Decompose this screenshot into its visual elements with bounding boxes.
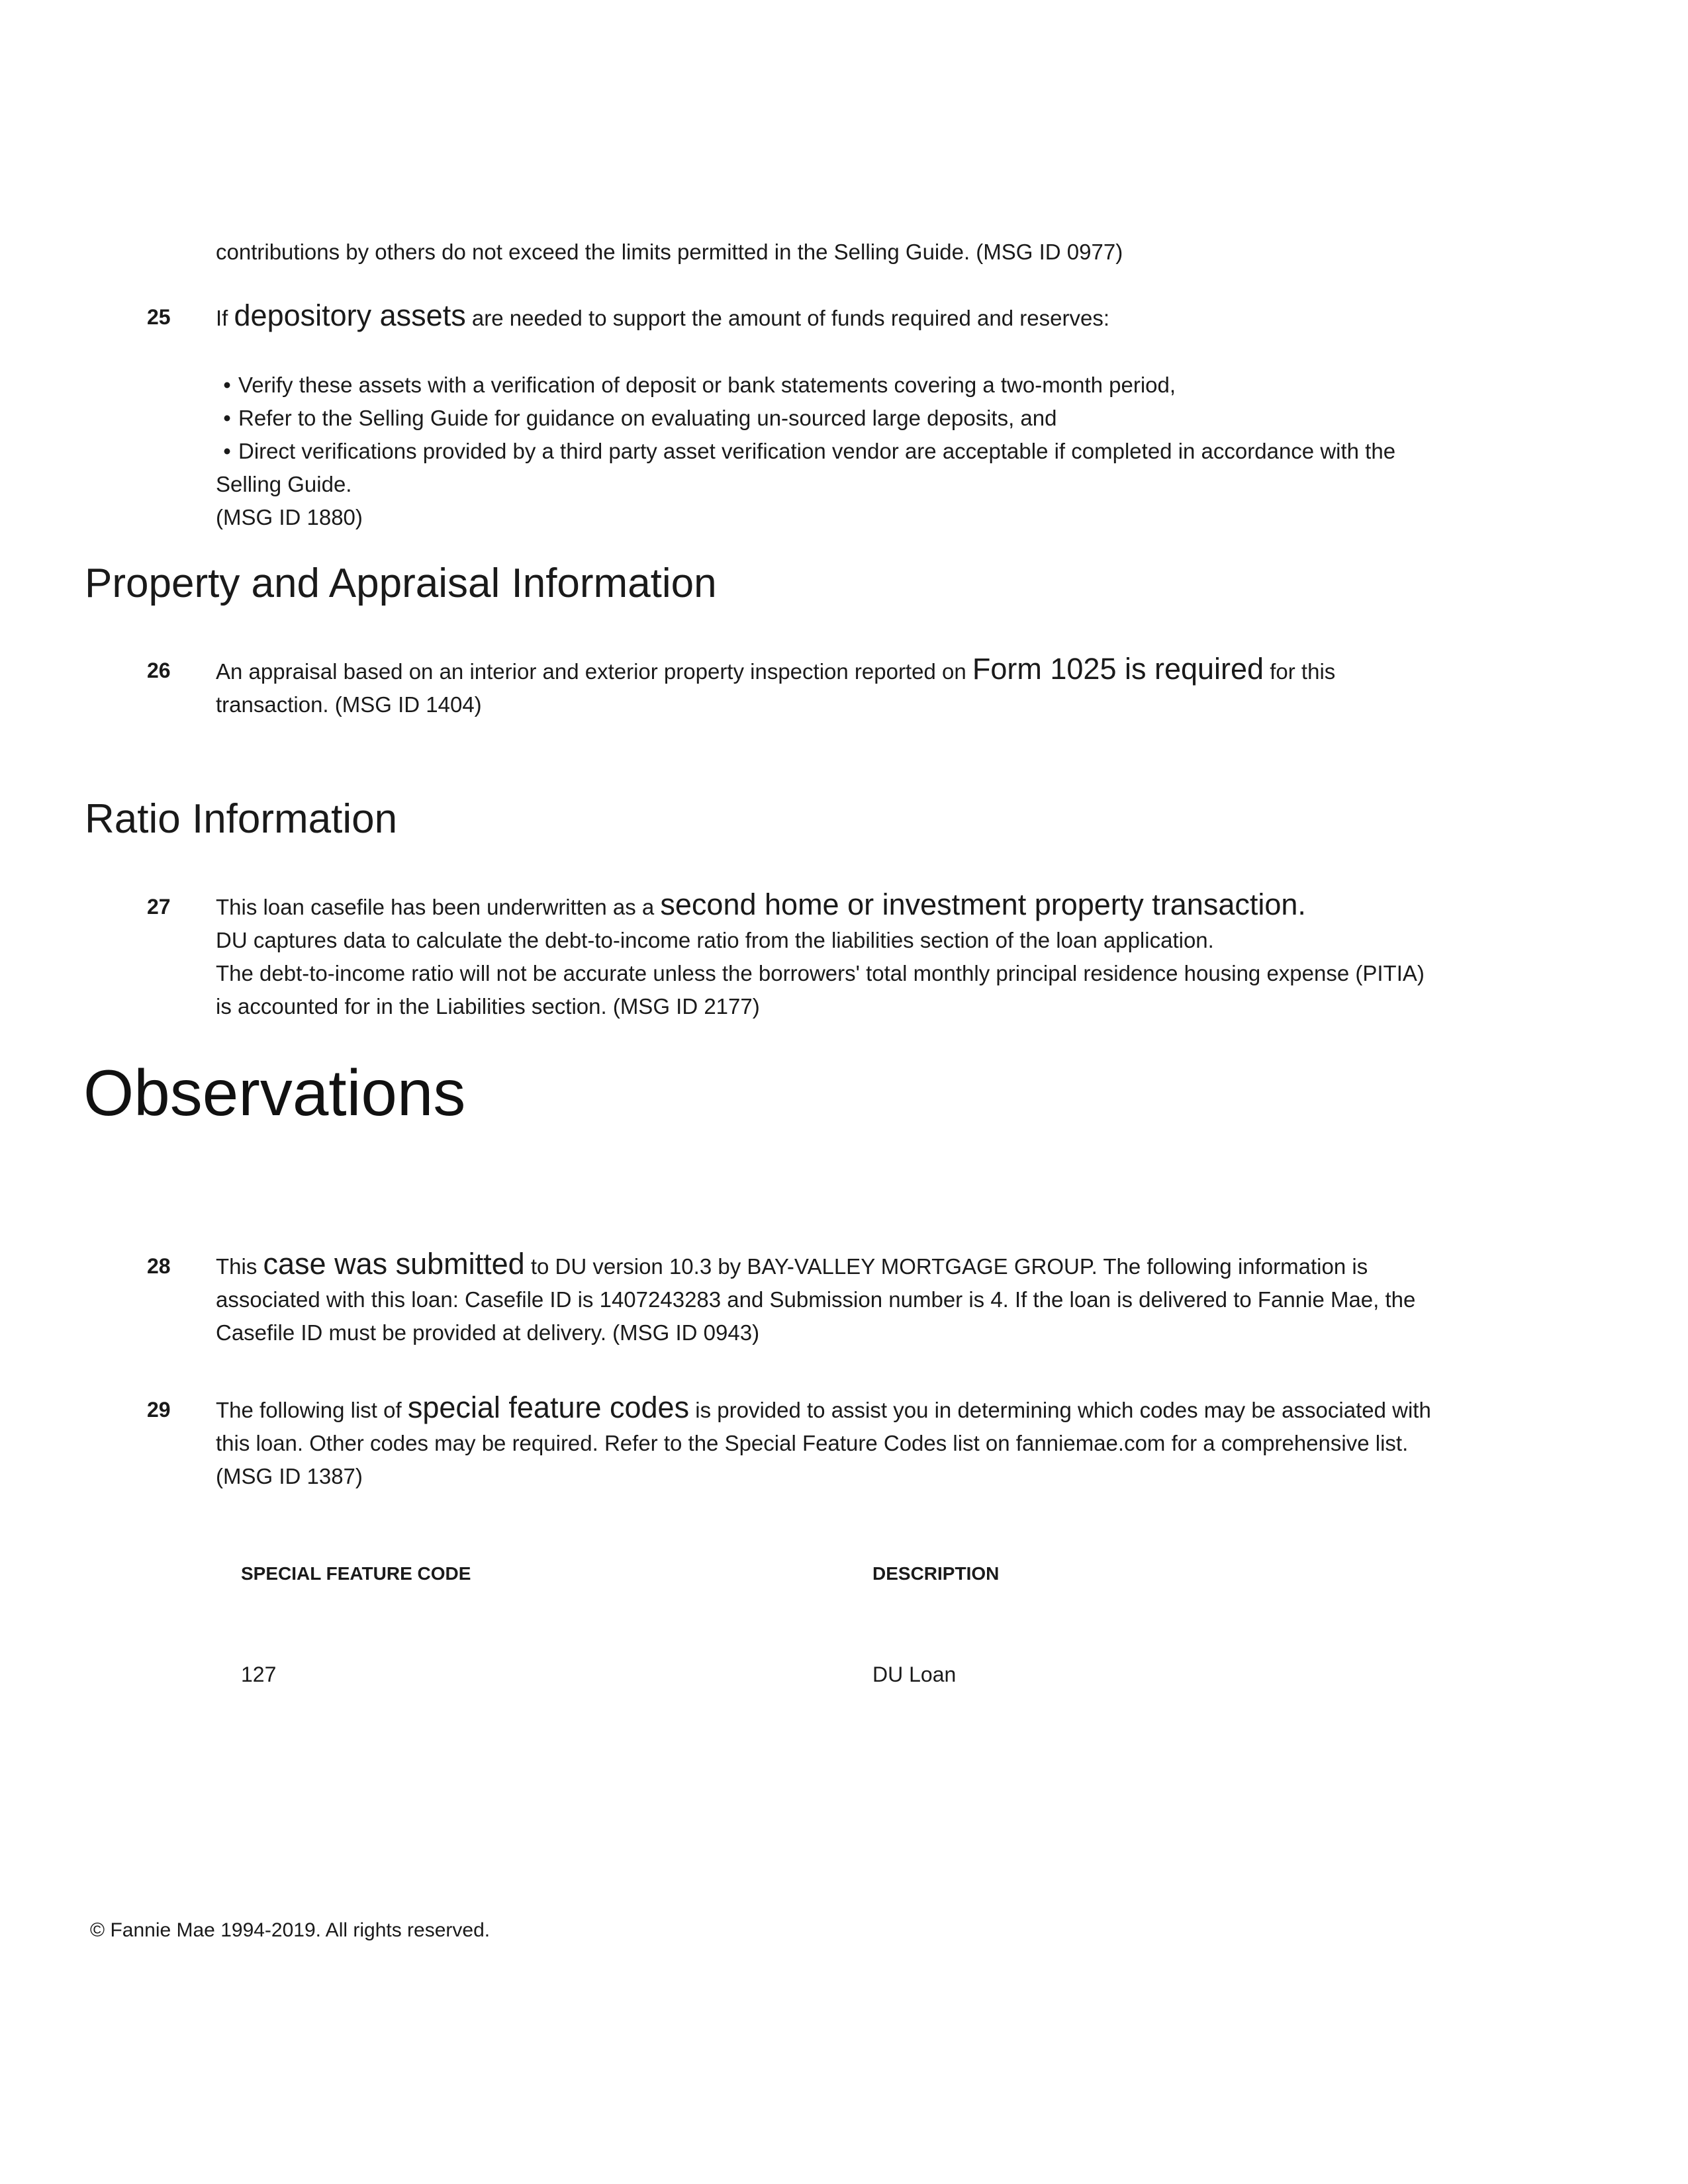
message-intro-emphasis: depository assets: [234, 298, 466, 332]
message-line: [216, 1248, 1507, 1283]
message-intro-before: If: [216, 306, 234, 330]
message-line: [216, 653, 1507, 688]
list-item-text: Verify these assets with a verification of deposit or bank statements covering a two-month period,: [238, 373, 1176, 397]
message-text-emphasis: second home or investment property transaction.: [660, 887, 1306, 921]
message-intro-after: are needed to support the amount of funds required and reserves:: [465, 306, 1109, 330]
message-number: 29: [147, 1398, 171, 1422]
message-line: [216, 1391, 1507, 1427]
section-heading-ratio: Ratio Information: [85, 796, 398, 842]
message-25: [216, 299, 1507, 335]
message-29: [216, 1391, 1507, 1493]
message-26: [216, 653, 1507, 721]
message-line: associated with this loan: Casefile ID is 1407243283 and Submission number is 4. If the loan is delivered to Fannie Mae, the: [216, 1287, 1416, 1312]
copyright-footer: © Fannie Mae 1994-2019. All rights reserved.: [90, 1919, 491, 1941]
message-text-before: This: [216, 1254, 263, 1279]
message-text-emphasis: special feature codes: [407, 1390, 690, 1424]
column-header-description: DESCRIPTION: [872, 1563, 1000, 1584]
message-number: 26: [147, 659, 171, 682]
asset-requirements-list: [216, 369, 1540, 468]
continuation-text: contributions by others do not exceed the limits permitted in the Selling Guide. (MSG ID 0977): [216, 240, 1123, 264]
message-text-emphasis: case was submitted: [263, 1247, 525, 1281]
bullet-icon: •: [223, 406, 231, 430]
list-item: [216, 369, 1540, 402]
section-heading-observations: Observations: [83, 1056, 466, 1129]
message-intro: [216, 299, 1507, 335]
table-cell-description: DU Loan: [872, 1662, 957, 1686]
bullet-icon: •: [223, 373, 231, 397]
message-text-emphasis: Form 1025 is required: [972, 652, 1264, 686]
table-cell-code: 127: [241, 1662, 277, 1686]
message-line: The debt-to-income ratio will not be accurate unless the borrowers' total monthly principal residence housing expense (PITIA): [216, 961, 1425, 985]
message-line: [216, 888, 1507, 924]
message-id: (MSG ID 1880): [216, 505, 363, 529]
message-27: [216, 888, 1507, 1023]
list-item: [216, 435, 1540, 468]
message-text-before: This loan casefile has been underwritten as a: [216, 895, 661, 919]
message-line: DU captures data to calculate the debt-to-income ratio from the liabilities section of the loan application.: [216, 928, 1214, 952]
message-number: 27: [147, 895, 171, 919]
message-number: 25: [147, 305, 171, 329]
message-28: [216, 1248, 1507, 1349]
message-line: is accounted for in the Liabilities section. (MSG ID 2177): [216, 994, 760, 1019]
message-line: this loan. Other codes may be required. Refer to the Special Feature Codes list on fanniemae.com for a comprehensive list.: [216, 1431, 1409, 1455]
message-text-before: An appraisal based on an interior and exterior property inspection reported on: [216, 659, 972, 684]
message-line: Casefile ID must be provided at delivery. (MSG ID 0943): [216, 1320, 760, 1345]
list-item-text: Direct verifications provided by a third party asset verification vendor are acceptable if completed in accordance with the: [238, 439, 1396, 463]
bullet-icon: •: [223, 439, 231, 463]
message-text-after: is provided to assist you in determining which codes may be associated with: [689, 1398, 1431, 1422]
message-line: (MSG ID 1387): [216, 1464, 363, 1488]
message-number: 28: [147, 1254, 171, 1278]
column-header-code: SPECIAL FEATURE CODE: [241, 1563, 471, 1584]
message-text-after: to DU version 10.3 by BAY-VALLEY MORTGAGE GROUP. The following information is: [524, 1254, 1368, 1279]
message-line: transaction. (MSG ID 1404): [216, 692, 482, 717]
section-heading-property: Property and Appraisal Information: [85, 561, 717, 606]
list-item-continuation: Selling Guide.: [216, 472, 352, 496]
message-text-before: The following list of: [216, 1398, 408, 1422]
message-text-after: for this: [1264, 659, 1336, 684]
list-item-text: Refer to the Selling Guide for guidance on evaluating un-sourced large deposits, and: [238, 406, 1057, 430]
list-item: [216, 402, 1540, 435]
